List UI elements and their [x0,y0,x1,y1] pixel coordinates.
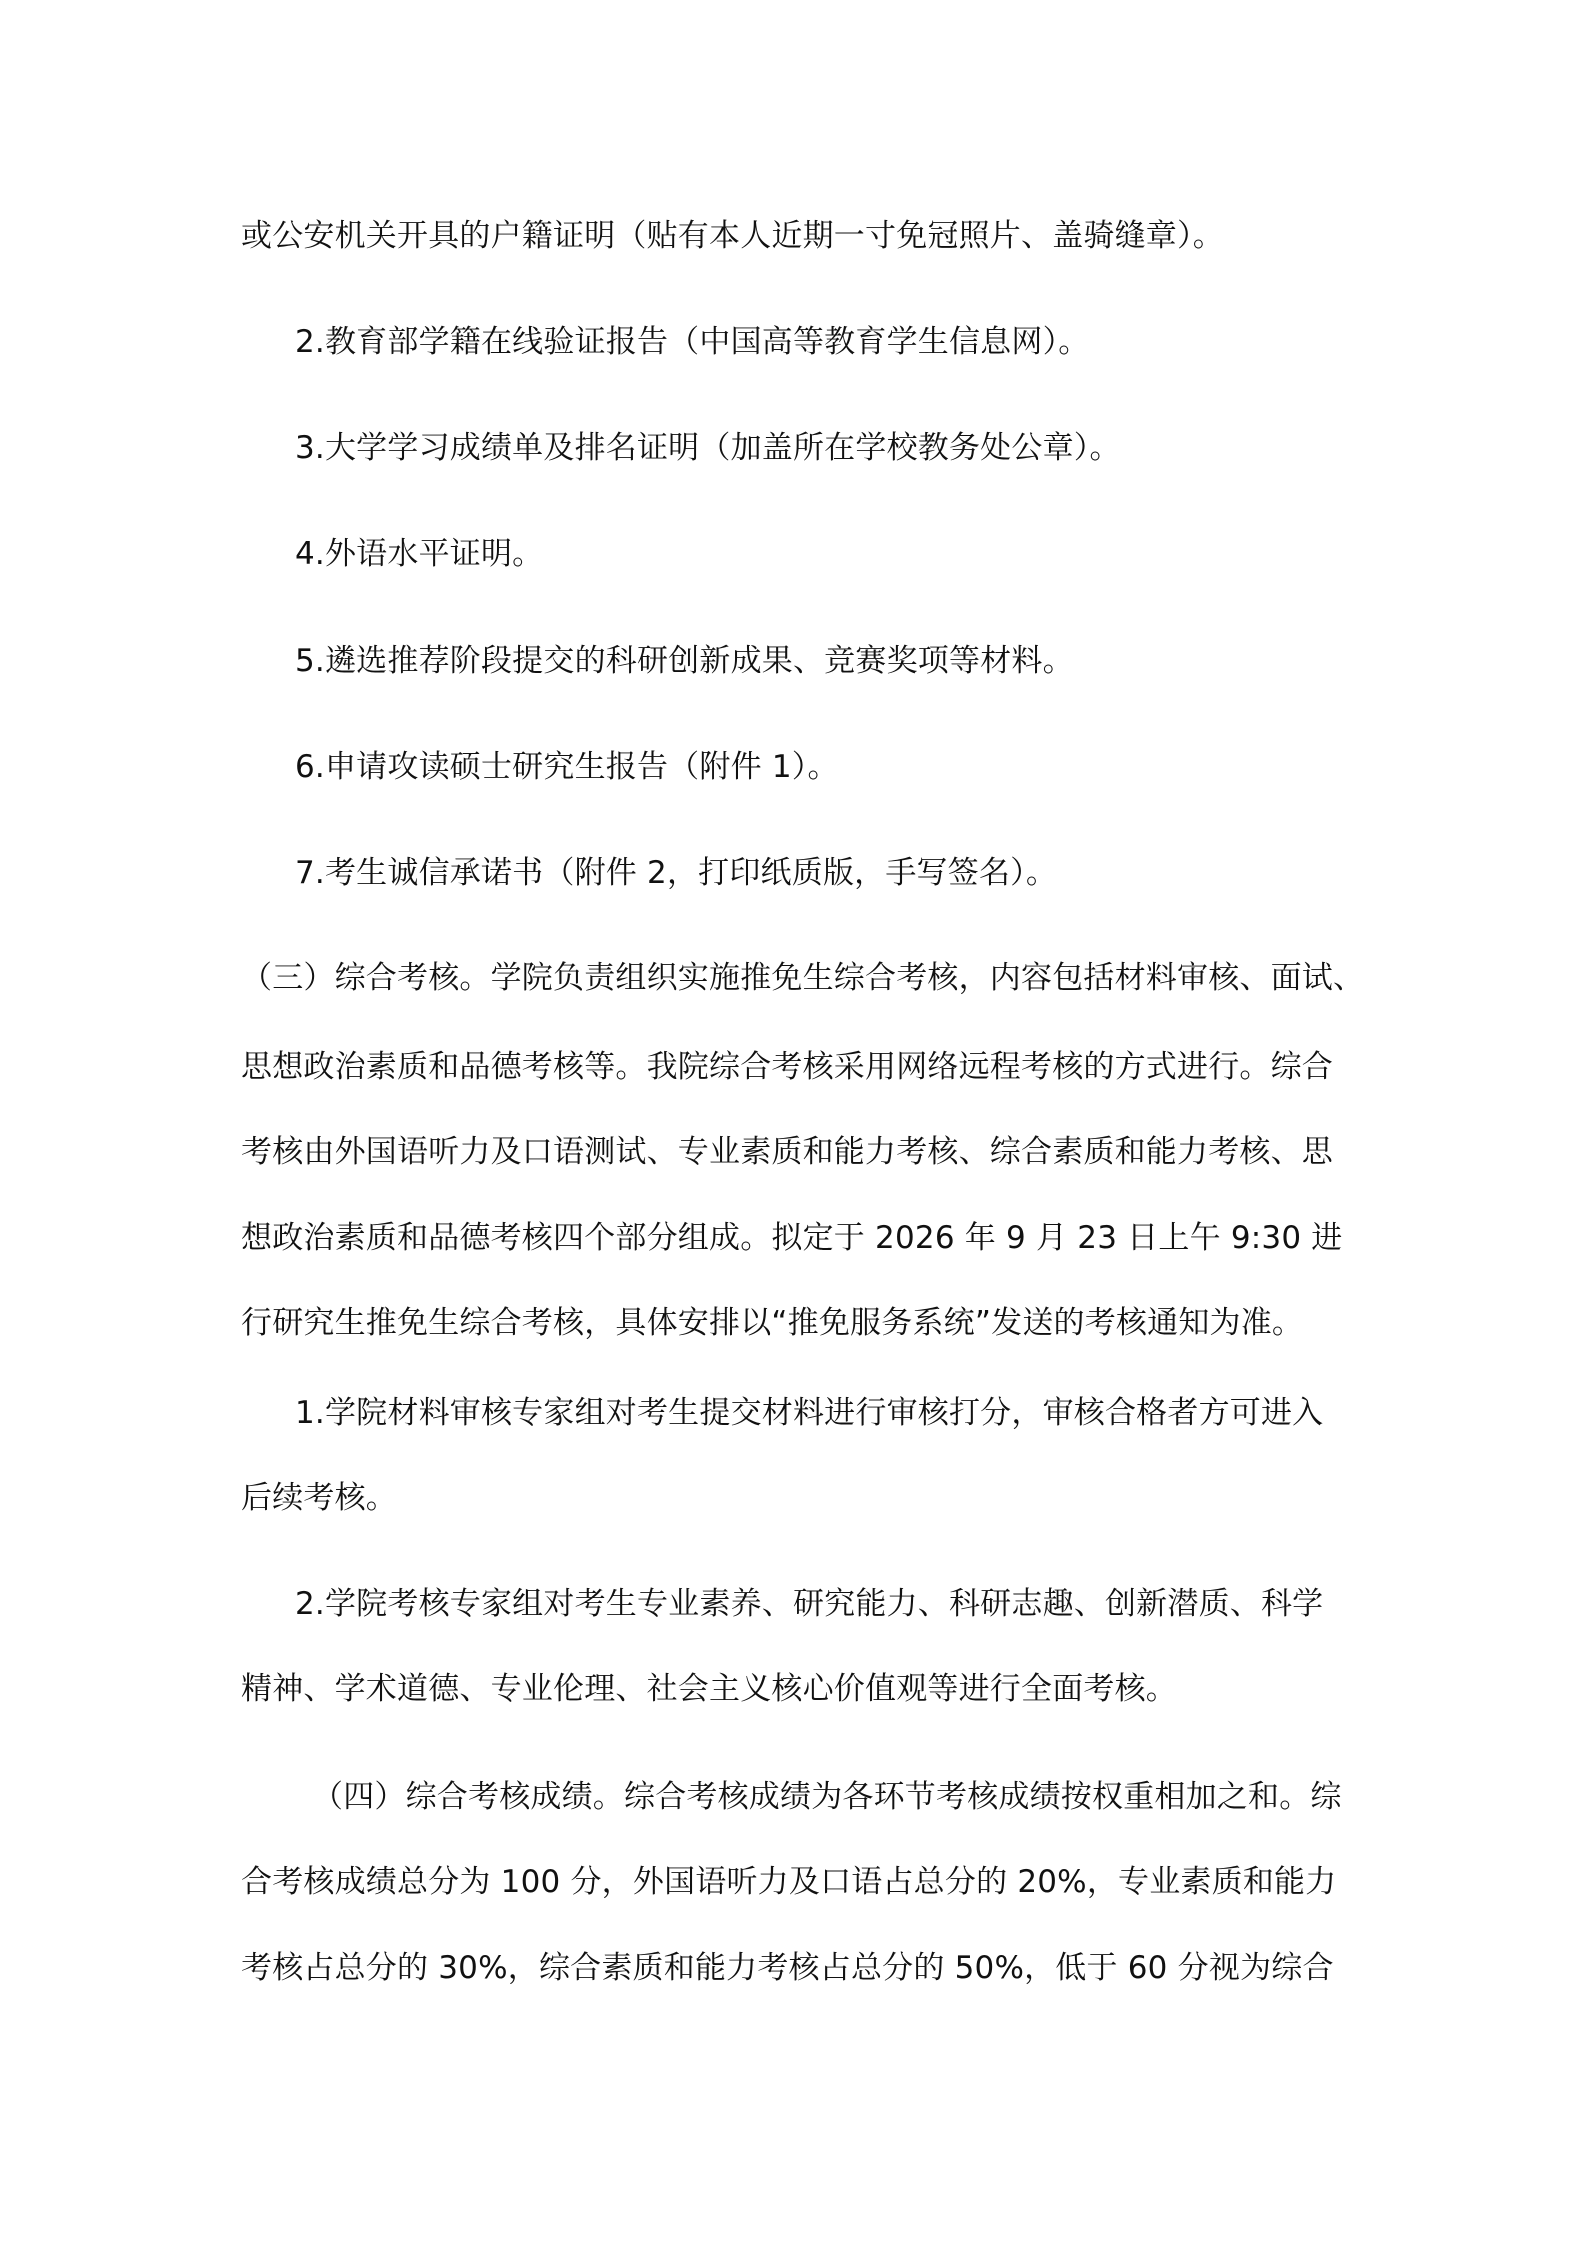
section-3-item-2-line-1: 2.学院考核专家组对考生专业素养、研究能力、科研志趣、创新潜质、科学 [295,1586,1324,1622]
section-3-paragraph-line-2: 思想政治素质和品德考核等。我院综合考核采用网络远程考核的方式进行。综合 [241,1049,1333,1085]
list-item-5-research-materials: 5.遴选推荐阶段提交的科研创新成果、竞赛奖项等材料。 [295,643,1074,679]
section-4-paragraph-line-2: 合考核成绩总分为 100 分，外国语听力及口语占总分的 20%，专业素质和能力 [241,1864,1337,1900]
list-item-6-application-report: 6.申请攻读硕士研究生报告（附件 1）。 [295,749,839,785]
list-item-2-enrollment-verification: 2.教育部学籍在线验证报告（中国高等教育学生信息网）。 [295,324,1090,360]
section-3-item-1-line-1: 1.学院材料审核专家组对考生提交材料进行审核打分，审核合格者方可进入 [295,1395,1324,1431]
section-3-paragraph-line-3: 考核由外国语听力及口语测试、专业素质和能力考核、综合素质和能力考核、思 [241,1134,1333,1170]
text-line-continuation-household-proof: 或公安机关开具的户籍证明（贴有本人近期一寸免冠照片、盖骑缝章）。 [241,218,1224,254]
section-3-item-1-line-2: 后续考核。 [241,1480,397,1516]
list-item-7-integrity-pledge: 7.考生诚信承诺书（附件 2，打印纸质版，手写签名）。 [295,855,1058,891]
section-3-paragraph-line-4: 想政治素质和品德考核四个部分组成。拟定于 2026 年 9 月 23 日上午 9:30 进 [241,1220,1343,1256]
list-item-3-transcript: 3.大学学习成绩单及排名证明（加盖所在学校教务处公章）。 [295,430,1121,466]
section-3-paragraph-line-1: （三）综合考核。学院负责组织实施推免生综合考核，内容包括材料审核、面试、 [241,960,1365,996]
section-3-paragraph-line-5: 行研究生推免生综合考核，具体安排以“推免服务系统”发送的考核通知为准。 [241,1305,1304,1341]
section-4-paragraph-line-1: （四）综合考核成绩。综合考核成绩为各环节考核成绩按权重相加之和。综 [312,1779,1342,1815]
section-3-item-2-line-2: 精神、学术道德、专业伦理、社会主义核心价值观等进行全面考核。 [241,1671,1177,1707]
list-item-4-language-proof: 4.外语水平证明。 [295,536,544,572]
section-4-paragraph-line-3: 考核占总分的 30%，综合素质和能力考核占总分的 50%，低于 60 分视为综合 [241,1950,1334,1986]
